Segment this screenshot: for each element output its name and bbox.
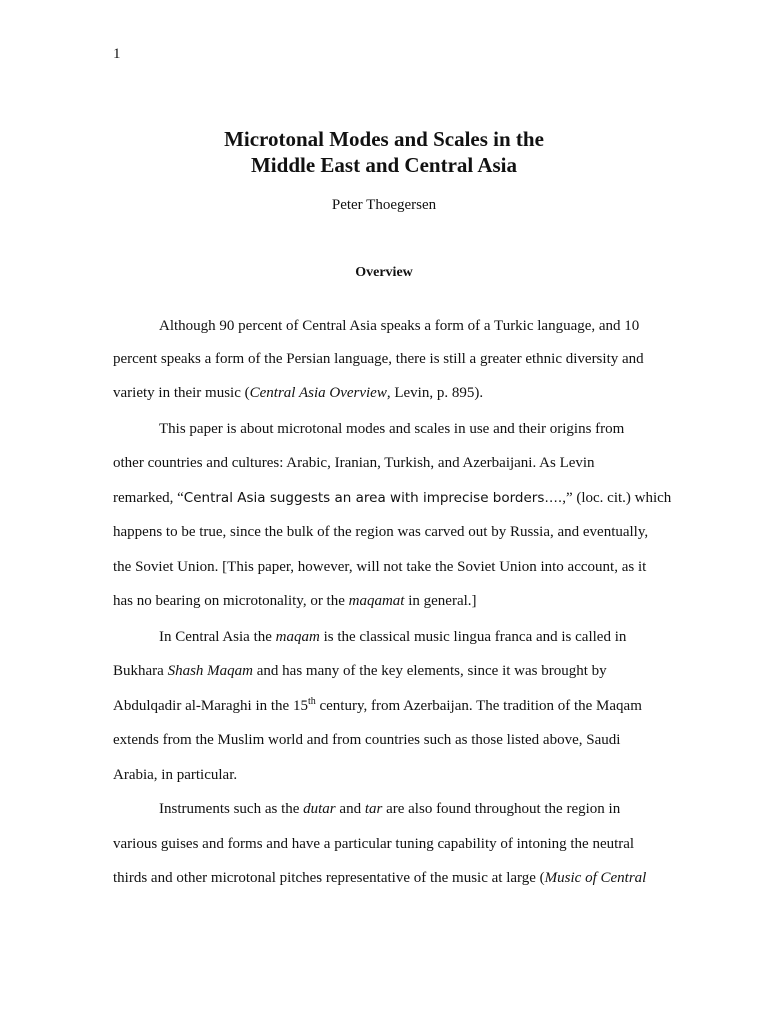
italic-term: maqam bbox=[275, 629, 320, 645]
paragraph-2-line-6 bbox=[113, 592, 477, 610]
text-run: Instruments such as the bbox=[159, 801, 304, 817]
paragraph-2-line-3 bbox=[113, 489, 671, 507]
paragraph-4-line-1 bbox=[159, 800, 620, 818]
text-run: In Central Asia the bbox=[159, 629, 276, 645]
page-number: 1 bbox=[113, 46, 121, 62]
paragraph-2-line-4: happens to be true, since the bulk of the region was carved out by Russia, and eventually, bbox=[113, 524, 649, 540]
paragraph-2-line-2: other countries and cultures: Arabic, Iranian, Turkish, and Azerbaijani. As Levin bbox=[113, 455, 595, 471]
paper-title-line-1: Microtonal Modes and Scales in the bbox=[224, 127, 544, 151]
paragraph-1-line-3 bbox=[113, 384, 483, 402]
paragraph-3-line-5: Arabia, in particular. bbox=[113, 767, 238, 783]
paragraph-3-line-3 bbox=[113, 697, 642, 715]
text-run: is the classical music lingua franca and is called in bbox=[319, 629, 627, 645]
text-run: in general.] bbox=[404, 593, 477, 609]
italic-citation: Central Asia Overview bbox=[249, 385, 387, 401]
text-run: and has many of the key elements, since it was brought by bbox=[253, 663, 607, 679]
paper-title-line-2: Middle East and Central Asia bbox=[250, 153, 518, 177]
section-heading: Overview bbox=[355, 265, 413, 280]
text-run: and bbox=[335, 801, 365, 817]
text-run: century, from Azerbaijan. The tradition of the Maqam bbox=[315, 698, 642, 714]
text-run: are also found throughout the region in bbox=[382, 801, 621, 817]
superscript: th bbox=[307, 696, 316, 707]
text-run: ,” (loc. cit.) which bbox=[562, 490, 672, 506]
quoted-text: Central Asia suggests an area with imprecise borders…. bbox=[183, 490, 563, 506]
text-run: thirds and other microtonal pitches representative of the music at large ( bbox=[113, 870, 545, 886]
italic-term: Shash Maqam bbox=[167, 663, 253, 679]
author-name: Peter Thoegersen bbox=[331, 197, 437, 213]
text-run: Abdulqadir al-Maraghi in the 15 bbox=[113, 698, 308, 714]
paragraph-3-line-2 bbox=[113, 662, 607, 680]
text-run: remarked, “ bbox=[113, 490, 184, 506]
text-run: variety in their music ( bbox=[113, 385, 250, 401]
paragraph-1-line-1: Although 90 percent of Central Asia speaks a form of a Turkic language, and 10 bbox=[159, 318, 640, 334]
italic-term: dutar bbox=[303, 801, 336, 817]
paragraph-2-line-1: This paper is about microtonal modes and scales in use and their origins from bbox=[159, 421, 625, 437]
paragraph-1-line-2: percent speaks a form of the Persian language, there is still a greater ethnic diversity and bbox=[113, 351, 644, 367]
italic-citation: Music of Central bbox=[544, 870, 647, 886]
italic-term: tar bbox=[364, 801, 383, 817]
text-run: , Levin, p. 895). bbox=[386, 385, 484, 401]
paragraph-2-line-5: the Soviet Union. [This paper, however, will not take the Soviet Union into account, as it bbox=[113, 559, 647, 575]
text-run: Bukhara bbox=[113, 663, 168, 679]
paragraph-3-line-1 bbox=[159, 628, 626, 646]
paragraph-4-line-2: various guises and forms and have a particular tuning capability of intoning the neutral bbox=[113, 836, 635, 852]
text-run: has no bearing on microtonality, or the bbox=[113, 593, 349, 609]
paragraph-3-line-4: extends from the Muslim world and from countries such as those listed above, Saudi bbox=[113, 732, 621, 748]
italic-term: maqamat bbox=[348, 593, 405, 609]
paragraph-4-line-3 bbox=[113, 869, 646, 887]
